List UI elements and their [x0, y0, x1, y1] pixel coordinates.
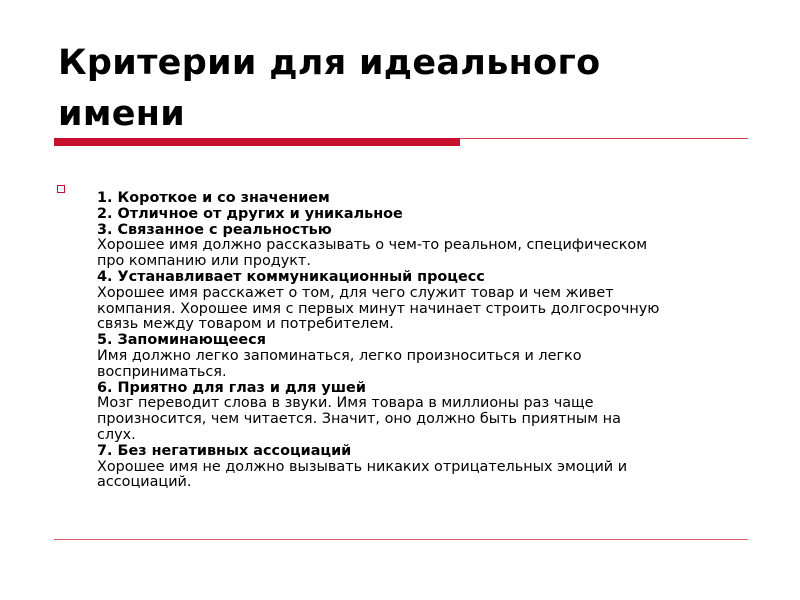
criteria-text-block [97, 191, 757, 491]
criterion-description-line: Хорошее имя не должно вызывать никаких отрицательных эмоций и [97, 458, 628, 475]
criterion-heading: 2. Отличное от других и уникальное [97, 205, 403, 222]
title-line-2: имени [58, 94, 186, 134]
criterion-heading: 6. Приятно для глаз и для ушей [97, 379, 366, 396]
criterion-description-line: ассоциаций. [97, 474, 192, 491]
criterion-heading: 5. Запоминающееся [97, 332, 266, 349]
hollow-square-bullet-icon [57, 185, 65, 193]
title-line-1: Критерии для идеального [58, 43, 601, 83]
criterion-description-line: Хорошее имя должно рассказывать о чем-то реальном, специфическом [97, 237, 648, 254]
criterion-heading: 1. Короткое и со значением [97, 190, 330, 206]
criterion-description-line: про компанию или продукт. [97, 253, 311, 270]
criterion-heading: 7. Без негативных ассоциаций [97, 442, 352, 459]
title-underline-thin [460, 138, 748, 139]
criterion-description-line: Имя должно легко запоминаться, легко произноситься и легко [97, 347, 582, 364]
title-underline-thick [54, 138, 460, 146]
criterion-description-line: компания. Хорошее имя с первых минут начинает строить долгосрочную [97, 300, 660, 317]
footer-divider [54, 539, 748, 540]
criterion-heading: 3. Связанное с реальностью [97, 221, 332, 238]
slide-title [58, 38, 600, 140]
criterion-description-line: связь между товаром и потребителем. [97, 316, 394, 333]
criterion-description-line: слух. [97, 426, 136, 443]
criterion-description-line: Хорошее имя расскажет о том, для чего служит товар и чем живет [97, 284, 614, 301]
criterion-description-line: произносится, чем читается. Значит, оно должно быть приятным на [97, 411, 621, 428]
criterion-description-line: восприниматься. [97, 363, 227, 380]
criterion-heading: 4. Устанавливает коммуникационный процесс [97, 268, 485, 285]
criterion-description-line: Мозг переводит слова в звуки. Имя товара в миллионы раз чаще [97, 395, 594, 412]
